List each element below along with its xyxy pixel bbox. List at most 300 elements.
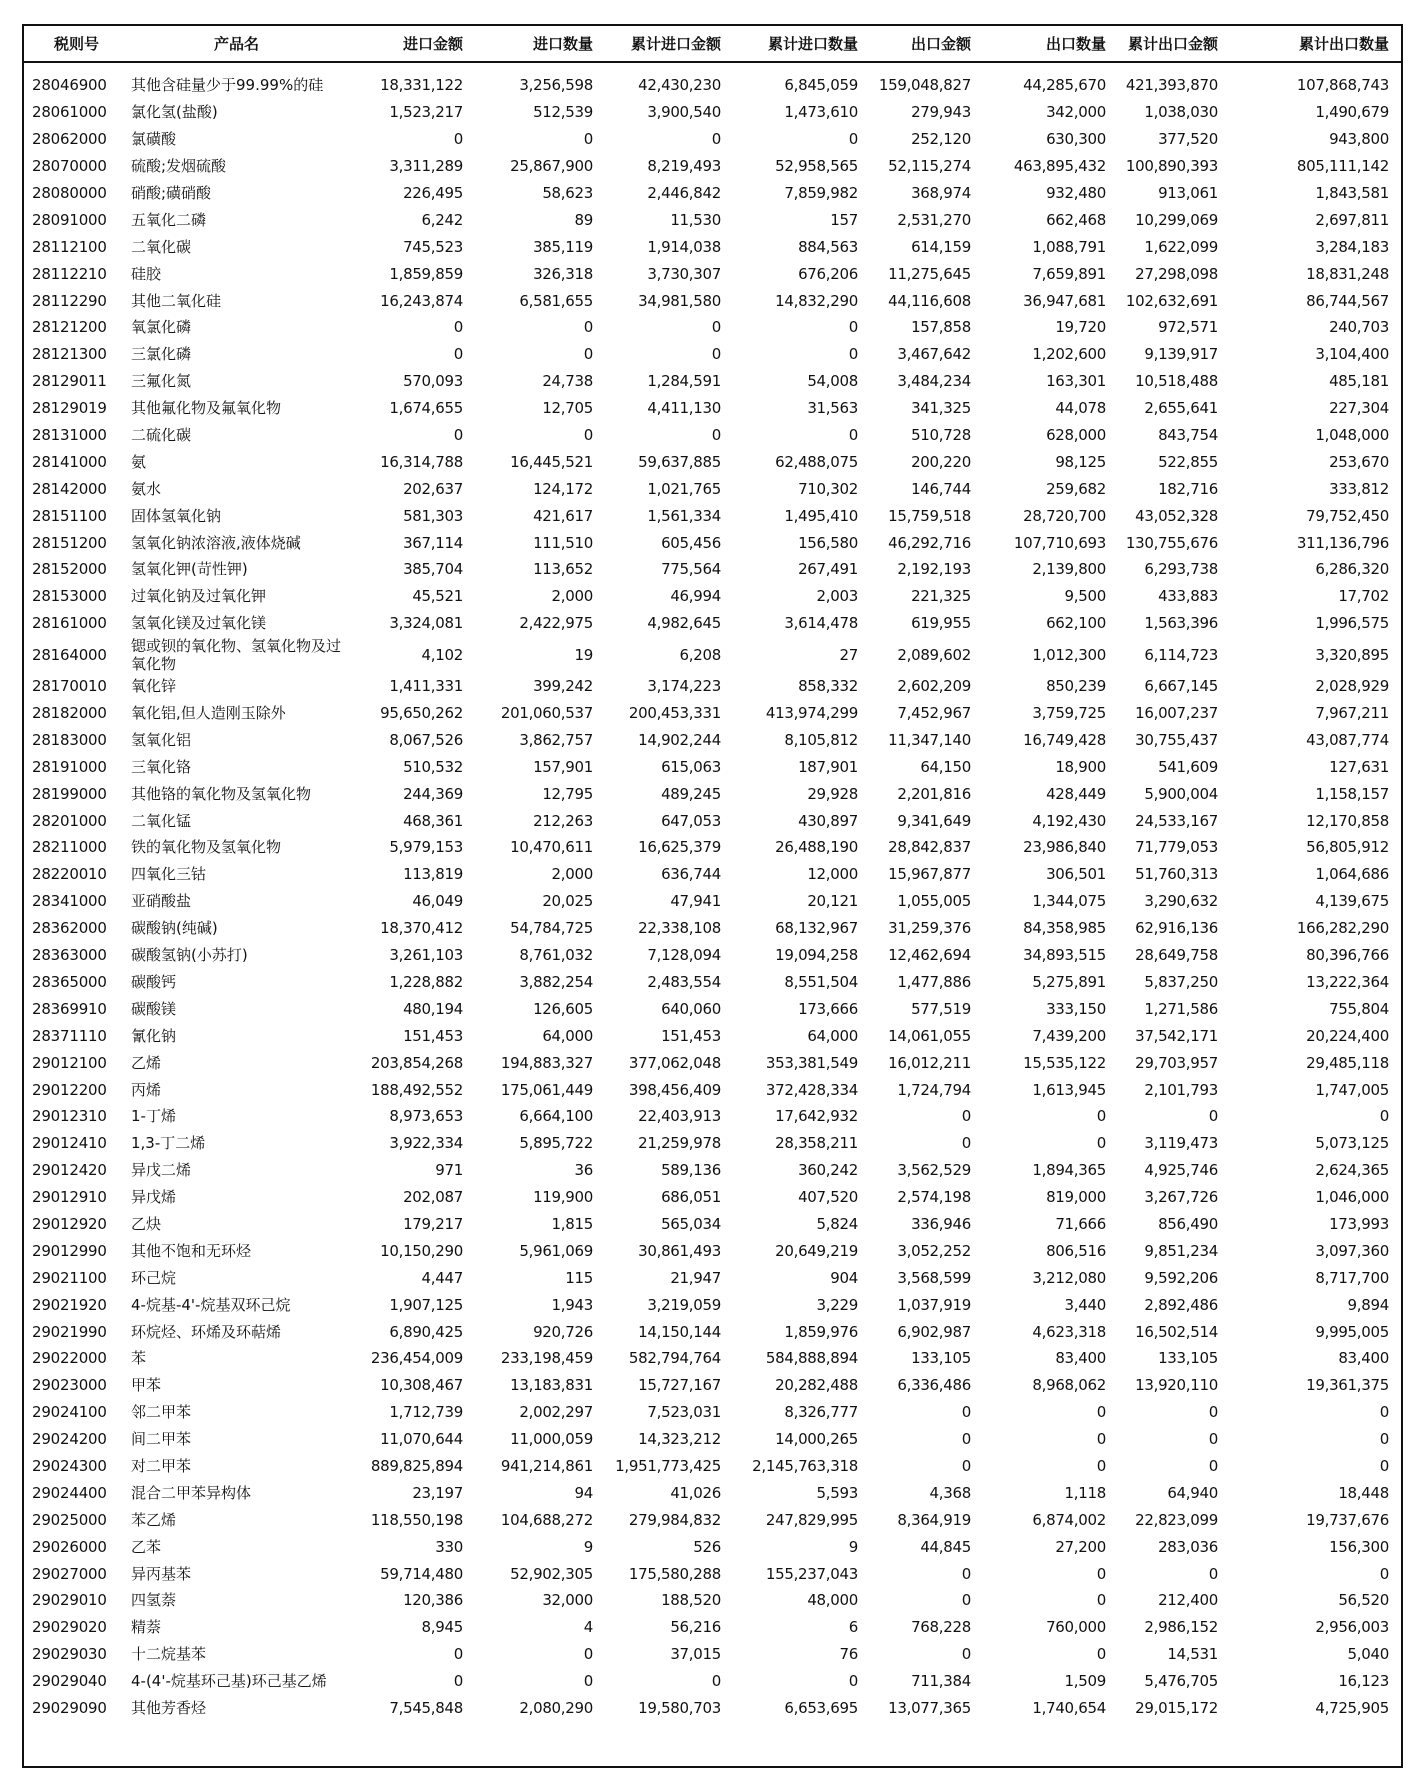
cell-export-quantity: 1,740,654 [1032,1698,1106,1717]
cell-export-quantity: 662,100 [1046,614,1106,633]
cell-cumulative-import-value: 11,530 [670,210,721,229]
cell-import-quantity: 94 [574,1483,593,1502]
cell-export-quantity: 107,710,693 [1013,533,1106,552]
cell-cumulative-export-quantity: 7,967,211 [1315,704,1389,723]
cell-import-value: 16,314,788 [380,452,463,471]
table-row [24,1130,1401,1157]
cell-export-quantity: 0 [1096,1564,1106,1583]
cell-cumulative-import-value: 7,128,094 [647,946,721,965]
table-row [24,969,1401,996]
cell-cumulative-export-value: 62,916,136 [1135,919,1218,938]
cell-cumulative-import-quantity: 68,132,967 [775,919,858,938]
cell-export-quantity: 16,749,428 [1023,730,1106,749]
cell-import-value: 45,521 [412,587,463,606]
cell-cumulative-import-value: 377,062,048 [628,1053,721,1072]
cell-import-quantity: 64,000 [542,1026,593,1045]
cell-product-name: 环烷烃、环烯及环萜烯 [131,1322,282,1341]
cell-import-value: 203,854,268 [370,1053,463,1072]
cell-cumulative-import-value: 175,580,288 [628,1564,721,1583]
cell-import-value: 385,704 [403,560,463,579]
cell-export-value: 3,467,642 [897,345,971,364]
cell-product-name: 二氧化锰 [131,811,192,830]
cell-export-quantity: 306,501 [1046,865,1106,884]
cell-product-name: 1-丁烯 [131,1107,176,1126]
cell-import-value: 367,114 [403,533,463,552]
cell-cumulative-export-quantity: 0 [1379,1456,1389,1475]
cell-export-value: 1,477,886 [897,972,971,991]
table-row [24,583,1401,610]
cell-tariff-code: 29027000 [32,1564,107,1583]
cell-export-value: 12,462,694 [888,946,971,965]
cell-import-value: 0 [453,345,463,364]
cell-import-quantity: 0 [583,426,593,445]
cell-export-value: 6,336,486 [897,1376,971,1395]
cell-tariff-code: 28161000 [32,614,107,633]
cell-cumulative-import-value: 59,637,885 [638,452,721,471]
cell-cumulative-export-quantity: 1,048,000 [1315,426,1389,445]
cell-import-quantity: 157,901 [533,757,593,776]
cell-product-name: 铁的氧化物及氢氧化物 [131,838,282,857]
cell-product-name: 乙炔 [131,1214,162,1233]
cell-product-name: 苯乙烯 [131,1510,177,1529]
cell-product-name: 氧化铝,但人造刚玉除外 [131,704,286,723]
cell-import-value: 10,150,290 [380,1241,463,1260]
cell-export-value: 15,967,877 [888,865,971,884]
cell-cumulative-export-quantity: 43,087,774 [1306,730,1389,749]
cell-export-quantity: 662,468 [1046,210,1106,229]
cell-cumulative-import-quantity: 157 [830,210,858,229]
cell-export-value: 0 [961,1134,971,1153]
table-row [24,556,1401,583]
cell-cumulative-import-value: 14,323,212 [638,1430,721,1449]
cell-tariff-code: 29012200 [32,1080,107,1099]
cell-cumulative-import-quantity: 360,242 [798,1161,858,1180]
cell-product-name: 丙烯 [131,1080,162,1099]
table-row [24,1103,1401,1130]
cell-import-value: 244,369 [403,784,463,803]
cell-export-value: 64,150 [920,757,971,776]
cell-import-value: 226,495 [403,184,463,202]
table-row [24,1184,1401,1211]
table-row [24,1345,1401,1372]
cell-import-quantity: 12,705 [542,399,593,418]
cell-cumulative-import-value: 589,136 [661,1161,721,1180]
cell-export-quantity: 0 [1096,1591,1106,1610]
table-row [24,834,1401,861]
cell-cumulative-export-quantity: 56,520 [1338,1591,1389,1610]
cell-export-value: 28,842,837 [888,838,971,857]
cell-import-quantity: 8,761,032 [519,946,593,965]
cell-cumulative-export-value: 0 [1208,1107,1218,1126]
table-row [24,1426,1401,1453]
cell-import-quantity: 2,000 [551,587,593,606]
cell-import-quantity: 2,000 [551,865,593,884]
cell-export-value: 2,531,270 [897,210,971,229]
cell-cumulative-import-value: 1,951,773,425 [615,1456,721,1475]
table-row [24,72,1401,99]
cell-cumulative-import-value: 489,245 [661,784,721,803]
cell-import-quantity: 52,902,305 [510,1564,593,1583]
cell-import-value: 188,492,552 [370,1080,463,1099]
cell-cumulative-import-quantity: 28,358,211 [775,1134,858,1153]
cell-cumulative-export-value: 5,837,250 [1144,972,1218,991]
cell-cumulative-export-quantity: 6,286,320 [1315,560,1389,579]
cell-cumulative-import-value: 41,026 [670,1483,721,1502]
cell-export-quantity: 34,893,515 [1023,946,1106,965]
cell-cumulative-import-quantity: 20,121 [807,892,858,911]
cell-product-name: 碳酸镁 [131,999,177,1018]
table-row [24,1076,1401,1103]
cell-tariff-code: 28363000 [32,946,107,965]
cell-cumulative-export-quantity: 4,725,905 [1315,1698,1389,1717]
cell-product-name: 三氯化磷 [131,345,192,364]
cell-cumulative-import-value: 42,430,230 [638,76,721,95]
cell-product-name: 氢氧化钾(苛性钾) [131,560,248,579]
cell-cumulative-import-quantity: 14,832,290 [775,291,858,310]
cell-export-value: 200,220 [911,452,971,471]
cell-cumulative-import-value: 46,994 [670,587,721,606]
cell-tariff-code: 28220010 [32,865,107,884]
cell-cumulative-import-value: 6,208 [679,645,721,664]
cell-cumulative-export-value: 182,716 [1158,479,1218,498]
cell-tariff-code: 29029040 [32,1672,107,1691]
cell-export-value: 1,724,794 [897,1080,971,1099]
cell-import-quantity: 201,060,537 [500,704,593,723]
cell-import-quantity: 89 [574,210,593,229]
cell-cumulative-export-value: 4,925,746 [1144,1161,1218,1180]
cell-product-name: 异戊二烯 [131,1161,192,1180]
cell-import-value: 6,242 [421,210,463,229]
cell-cumulative-export-quantity: 16,123 [1338,1672,1389,1691]
cell-tariff-code: 29022000 [32,1349,107,1368]
cell-product-name: 甲苯 [131,1376,162,1395]
table-row [24,1560,1401,1587]
cell-cumulative-export-value: 856,490 [1158,1214,1218,1233]
cell-product-name: 其他二氧化硅 [131,291,222,310]
cell-cumulative-export-quantity: 5,040 [1347,1645,1389,1664]
cell-import-quantity: 10,470,611 [510,838,593,857]
cell-import-value: 0 [453,1645,463,1664]
cell-tariff-code: 29024400 [32,1483,107,1502]
cell-cumulative-export-quantity: 3,097,360 [1315,1241,1389,1260]
cell-cumulative-export-value: 6,114,723 [1144,645,1218,664]
cell-cumulative-export-quantity: 2,624,365 [1315,1161,1389,1180]
cell-cumulative-export-value: 22,823,099 [1135,1510,1218,1529]
table-row [24,368,1401,395]
cell-cumulative-export-value: 100,890,393 [1125,157,1218,176]
cell-import-quantity: 104,688,272 [500,1510,593,1529]
cell-cumulative-export-value: 1,271,586 [1144,999,1218,1018]
table-row [24,673,1401,700]
cell-cumulative-import-quantity: 413,974,299 [765,704,858,723]
cell-export-value: 341,325 [911,399,971,418]
cell-cumulative-import-quantity: 584,888,894 [765,1349,858,1368]
cell-cumulative-import-quantity: 0 [848,426,858,445]
table-row [24,529,1401,556]
cell-cumulative-export-value: 6,667,145 [1144,677,1218,696]
cell-import-quantity: 0 [583,130,593,149]
table-row [24,780,1401,807]
cell-product-name: 其他不饱和无环烃 [131,1241,252,1260]
cell-export-quantity: 5,275,891 [1032,972,1106,991]
cell-tariff-code: 28182000 [32,704,107,723]
cell-import-value: 236,454,009 [370,1349,463,1368]
cell-cumulative-import-quantity: 0 [848,130,858,149]
cell-cumulative-export-quantity: 20,224,400 [1306,1026,1389,1045]
table-row [24,1237,1401,1264]
cell-cumulative-export-quantity: 227,304 [1329,399,1389,418]
cell-export-value: 577,519 [911,999,971,1018]
cell-cumulative-import-quantity: 8,105,812 [784,730,858,749]
cell-tariff-code: 28151100 [32,506,107,525]
cell-tariff-code: 29029030 [32,1645,107,1664]
cell-cumulative-import-value: 47,941 [670,892,721,911]
cell-import-quantity: 5,961,069 [519,1241,593,1260]
cell-tariff-code: 29012990 [32,1241,107,1260]
cell-cumulative-export-quantity: 166,282,290 [1296,919,1389,938]
cell-product-name: 三氧化铬 [131,757,192,776]
cell-export-quantity: 428,449 [1046,784,1106,803]
cell-export-quantity: 163,301 [1046,372,1106,391]
cell-cumulative-import-quantity: 19,094,258 [775,946,858,965]
cell-import-value: 59,714,480 [380,1564,463,1583]
cell-import-quantity: 124,172 [533,479,593,498]
cell-cumulative-export-value: 10,518,488 [1135,372,1218,391]
cell-cumulative-export-value: 3,290,632 [1144,892,1218,911]
cell-cumulative-export-value: 29,703,957 [1135,1053,1218,1072]
cell-cumulative-export-value: 16,007,237 [1135,704,1218,723]
cell-export-quantity: 15,535,122 [1023,1053,1106,1072]
cell-cumulative-import-value: 615,063 [661,757,721,776]
table-row [24,206,1401,233]
cell-export-value: 14,061,055 [888,1026,971,1045]
cell-cumulative-import-quantity: 52,958,565 [775,157,858,176]
cell-import-value: 11,070,644 [380,1430,463,1449]
cell-import-value: 10,308,467 [380,1376,463,1395]
cell-cumulative-import-quantity: 372,428,334 [765,1080,858,1099]
table-row [24,260,1401,287]
cell-import-quantity: 11,000,059 [510,1430,593,1449]
cell-cumulative-import-value: 30,861,493 [638,1241,721,1260]
cell-import-value: 8,945 [421,1618,463,1637]
table-frame [22,24,1403,1768]
cell-tariff-code: 28121300 [32,345,107,364]
cell-product-name: 对二甲苯 [131,1456,192,1475]
cell-export-value: 2,574,198 [897,1188,971,1207]
cell-import-value: 0 [453,1672,463,1691]
cell-tariff-code: 29012920 [32,1214,107,1233]
cell-cumulative-export-quantity: 13,222,364 [1306,972,1389,991]
cell-import-quantity: 4 [583,1618,593,1637]
cell-cumulative-import-quantity: 1,859,976 [784,1322,858,1341]
table-row [24,915,1401,942]
cell-export-value: 6,902,987 [897,1322,971,1341]
header-export-quantity: 出口数量 [977,26,1112,62]
cell-import-quantity: 2,080,290 [519,1698,593,1717]
cell-export-quantity: 3,759,725 [1032,704,1106,723]
cell-cumulative-import-quantity: 6,653,695 [784,1698,858,1717]
cell-cumulative-import-value: 1,561,334 [647,506,721,525]
cell-product-name: 环己烷 [131,1268,177,1287]
cell-product-name: 氢氧化钠浓溶液,液体烧碱 [131,533,301,552]
cell-import-value: 971 [435,1161,463,1180]
cell-cumulative-export-value: 843,754 [1158,426,1218,445]
cell-cumulative-import-quantity: 267,491 [798,560,858,579]
cell-cumulative-import-value: 19,580,703 [638,1698,721,1717]
cell-import-value: 120,386 [403,1591,463,1610]
header-export-value: 出口金额 [864,26,977,62]
cell-import-value: 4,102 [421,645,463,664]
cell-cumulative-import-value: 3,900,540 [647,103,721,122]
cell-import-quantity: 0 [583,345,593,364]
cell-export-quantity: 44,078 [1055,399,1106,418]
cell-cumulative-import-value: 14,902,244 [638,730,721,749]
cell-export-quantity: 806,516 [1046,1241,1106,1260]
cell-export-value: 2,089,602 [897,645,971,664]
cell-cumulative-export-quantity: 86,744,567 [1306,291,1389,310]
cell-cumulative-export-quantity: 18,448 [1338,1483,1389,1502]
cell-tariff-code: 29012410 [32,1134,107,1153]
cell-export-quantity: 71,666 [1055,1214,1106,1233]
cell-import-quantity: 2,422,975 [519,614,593,633]
table-row [24,1022,1401,1049]
cell-tariff-code: 28062000 [32,130,107,149]
cell-cumulative-export-value: 133,105 [1158,1349,1218,1368]
cell-cumulative-export-quantity: 19,737,676 [1306,1510,1389,1529]
cell-import-value: 18,370,412 [380,919,463,938]
table-row [24,422,1401,449]
table-row [24,395,1401,422]
cell-cumulative-export-value: 2,986,152 [1144,1618,1218,1637]
cell-cumulative-export-value: 43,052,328 [1135,506,1218,525]
cell-product-name: 其他铬的氧化物及氢氧化物 [131,784,312,803]
table-row [24,700,1401,727]
cell-cumulative-export-quantity: 83,400 [1338,1349,1389,1368]
cell-cumulative-export-quantity: 3,320,895 [1315,645,1389,664]
cell-tariff-code: 29021920 [32,1295,107,1314]
table-row [24,1479,1401,1506]
cell-export-value: 0 [961,1456,971,1475]
cell-product-name: 氨水 [131,479,162,498]
cell-cumulative-import-value: 0 [711,318,721,337]
cell-product-name: 1,3-丁二烯 [131,1134,206,1153]
table-row [24,341,1401,368]
cell-cumulative-import-quantity: 31,563 [807,399,858,418]
cell-cumulative-export-quantity: 0 [1379,1430,1389,1449]
cell-import-value: 1,859,859 [389,264,463,283]
cell-tariff-code: 29021990 [32,1322,107,1341]
cell-export-quantity: 83,400 [1055,1349,1106,1368]
cell-cumulative-import-value: 605,456 [661,533,721,552]
table-row [24,287,1401,314]
cell-export-quantity: 23,986,840 [1023,838,1106,857]
cell-export-quantity: 0 [1096,1107,1106,1126]
cell-product-name: 硝酸;磺硝酸 [131,184,212,202]
cell-export-quantity: 27,200 [1055,1537,1106,1556]
cell-tariff-code: 29012310 [32,1107,107,1126]
cell-tariff-code: 28046900 [32,76,107,95]
cell-cumulative-export-quantity: 2,028,929 [1315,677,1389,696]
cell-cumulative-import-quantity: 904 [830,1268,858,1287]
header-cumulative-import-value: 累计进口金额 [599,26,727,62]
cell-cumulative-export-value: 71,779,053 [1135,838,1218,857]
cell-tariff-code: 29029090 [32,1698,107,1717]
cell-import-quantity: 3,256,598 [519,76,593,95]
cell-cumulative-import-value: 21,947 [670,1268,721,1287]
cell-cumulative-import-value: 151,453 [661,1026,721,1045]
cell-export-quantity: 0 [1096,1403,1106,1422]
cell-export-value: 4,368 [929,1483,971,1502]
cell-cumulative-import-value: 647,053 [661,811,721,830]
cell-cumulative-import-quantity: 20,649,219 [775,1241,858,1260]
cell-import-value: 581,303 [403,506,463,525]
cell-cumulative-export-quantity: 485,181 [1329,372,1389,391]
table-row [24,475,1401,502]
cell-import-value: 0 [453,130,463,149]
cell-export-quantity: 8,968,062 [1032,1376,1106,1395]
cell-cumulative-import-quantity: 173,666 [798,999,858,1018]
cell-import-quantity: 233,198,459 [500,1349,593,1368]
cell-import-value: 510,532 [403,757,463,776]
cell-cumulative-import-quantity: 1,473,610 [784,103,858,122]
cell-cumulative-import-quantity: 8,551,504 [784,972,858,991]
cell-cumulative-export-quantity: 4,139,675 [1315,892,1389,911]
cell-product-name: 异戊烯 [131,1188,177,1207]
cell-import-quantity: 58,623 [542,184,593,202]
cell-export-quantity: 2,139,800 [1032,560,1106,579]
cell-import-value: 16,243,874 [380,291,463,310]
cell-export-quantity: 44,285,670 [1023,76,1106,95]
cell-export-value: 8,364,919 [897,1510,971,1529]
cell-tariff-code: 28371110 [32,1026,107,1045]
cell-product-name: 氰化钠 [131,1026,177,1045]
cell-export-quantity: 4,192,430 [1032,811,1106,830]
cell-export-value: 16,012,211 [888,1053,971,1072]
cell-export-quantity: 1,012,300 [1032,645,1106,664]
cell-export-quantity: 1,118 [1064,1483,1106,1502]
cell-import-value: 1,674,655 [389,399,463,418]
cell-tariff-code: 28112210 [32,264,107,283]
cell-cumulative-import-quantity: 676,206 [798,264,858,283]
cell-export-value: 159,048,827 [878,76,971,95]
cell-export-value: 46,292,716 [888,533,971,552]
cell-cumulative-export-quantity: 3,104,400 [1315,345,1389,364]
cell-import-quantity: 0 [583,318,593,337]
cell-export-quantity: 342,000 [1046,103,1106,122]
cell-import-quantity: 212,263 [533,811,593,830]
cell-product-name: 三氟化氮 [131,372,192,391]
cell-export-quantity: 628,000 [1046,426,1106,445]
cell-import-quantity: 113,652 [533,560,593,579]
cell-tariff-code: 28369910 [32,999,107,1018]
cell-tariff-code: 29024100 [32,1403,107,1422]
cell-cumulative-export-quantity: 1,158,157 [1315,784,1389,803]
cell-import-value: 8,067,526 [389,730,463,749]
cell-cumulative-export-value: 0 [1208,1430,1218,1449]
cell-import-value: 1,712,739 [389,1403,463,1422]
table-row [24,126,1401,153]
cell-cumulative-export-quantity: 3,284,183 [1315,237,1389,256]
cell-export-value: 368,974 [911,184,971,202]
spacer-row [24,62,1401,72]
cell-cumulative-export-value: 433,883 [1158,587,1218,606]
cell-import-value: 0 [453,426,463,445]
cell-product-name: 硅胶 [131,264,162,283]
cell-export-quantity: 1,894,365 [1032,1161,1106,1180]
cell-cumulative-import-value: 279,984,832 [628,1510,721,1529]
cell-export-value: 711,384 [911,1672,971,1691]
cell-cumulative-export-quantity: 1,996,575 [1315,614,1389,633]
